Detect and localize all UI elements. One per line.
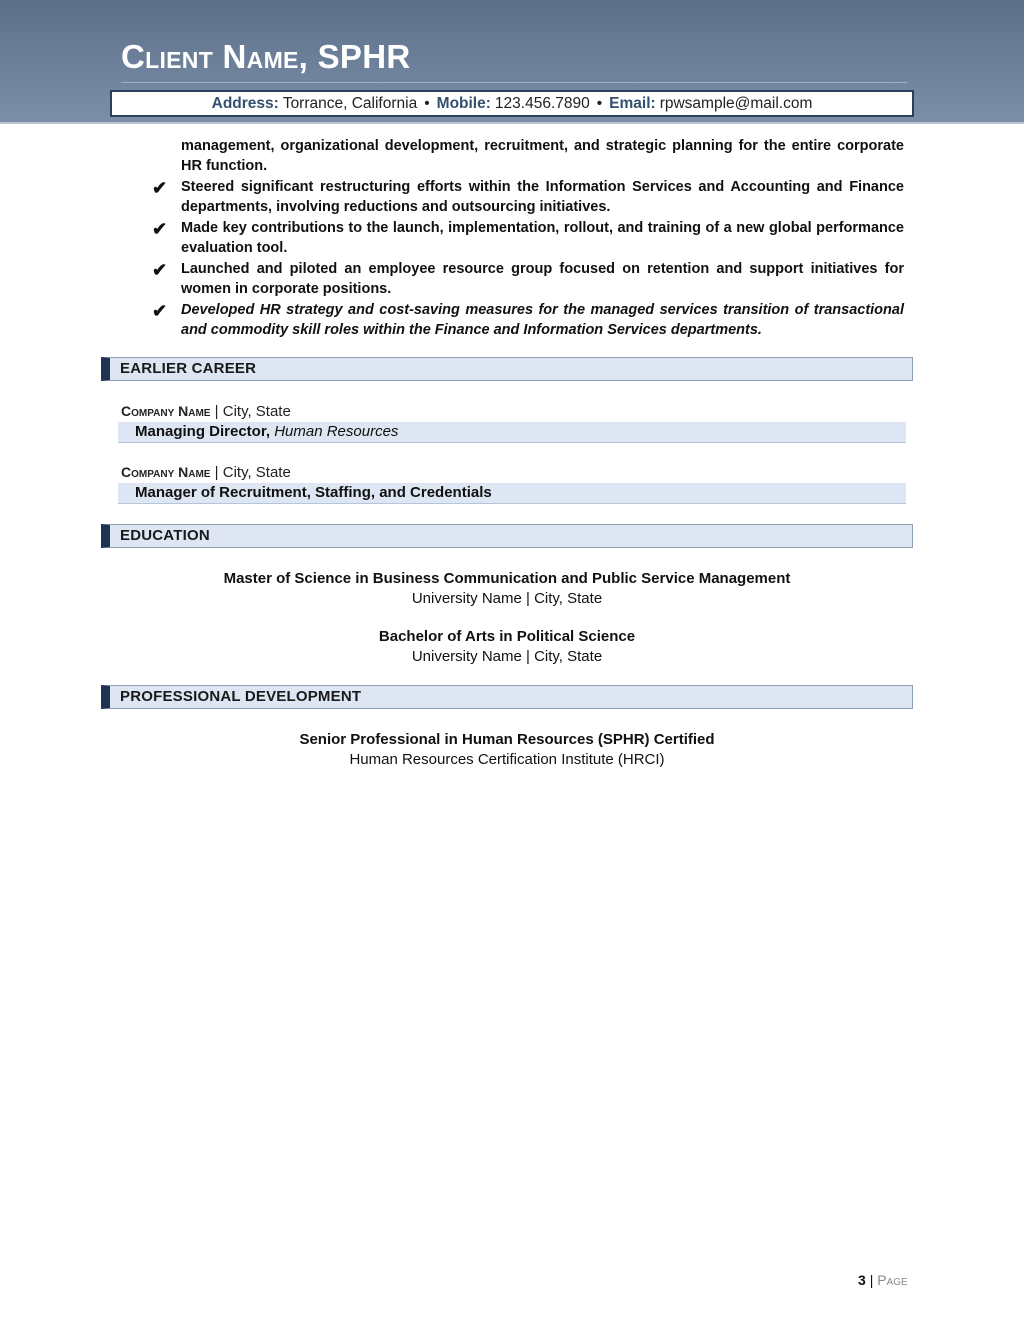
section-heading-earlier-career <box>101 357 913 381</box>
list-item <box>152 218 904 258</box>
mobile-label: Mobile: <box>436 94 491 112</box>
footer-divider: | <box>869 1272 874 1288</box>
list-item <box>152 177 904 217</box>
name-divider <box>121 82 907 83</box>
page-number: 3 <box>858 1272 866 1288</box>
checkmark-icon: ✔ <box>152 178 168 198</box>
checkmark-icon: ✔ <box>152 219 168 239</box>
job-title-text: Managing Director, <box>135 423 271 440</box>
certification-issuer: Human Resources Certification Institute (HRCI) <box>349 751 665 768</box>
section-title: EARLIER CAREER <box>120 360 257 377</box>
degree-school: University Name | City, State <box>411 590 603 607</box>
checkmark-icon: ✔ <box>152 301 168 321</box>
contact-separator: • <box>596 94 603 112</box>
job-title-bar <box>118 483 906 504</box>
certification-entry <box>101 730 913 770</box>
divider: | <box>214 403 219 420</box>
email-label: Email: <box>609 94 656 112</box>
job-title-bar <box>118 422 906 443</box>
job-department: Human Resources <box>274 423 399 440</box>
section-heading-education <box>101 524 913 548</box>
divider: | <box>214 464 219 481</box>
contact-separator: • <box>424 94 430 112</box>
bullet-text: Developed HR strategy and cost-saving measures for the managed services transition of transactional and commodity skill roles within the Finance and Information Services departments. <box>181 302 904 338</box>
page-footer <box>858 1272 908 1288</box>
degree-title: Master of Science in Business Communication and Public Service Management <box>223 570 791 587</box>
degree-school: University Name | City, State <box>411 648 603 665</box>
address-value: Torrance, California <box>282 94 418 112</box>
company-line <box>121 464 291 481</box>
certification-title: Senior Professional in Human Resources (SPHR) Certified <box>299 731 715 748</box>
section-title: EDUCATION <box>120 527 210 544</box>
job-title <box>135 484 492 501</box>
degree-entry <box>101 569 913 609</box>
company-location: City, State <box>222 464 291 481</box>
section-heading-professional-development <box>101 685 913 709</box>
degree-title: Bachelor of Arts in Political Science <box>378 628 636 645</box>
mobile-value: 123.456.7890 <box>494 94 590 112</box>
company-line <box>121 403 291 420</box>
achievement-list <box>152 136 904 341</box>
list-item <box>152 259 904 299</box>
bullet-text: Made key contributions to the launch, implementation, rollout, and training of a new global performance evaluation tool. <box>181 220 904 256</box>
company-name: Company Name <box>121 464 211 480</box>
job-title <box>135 423 398 440</box>
company-name: Company Name <box>121 403 211 419</box>
degree-entry <box>101 627 913 667</box>
company-location: City, State <box>222 403 291 420</box>
section-title: PROFESSIONAL DEVELOPMENT <box>120 688 362 705</box>
contact-bar <box>110 90 914 117</box>
job-title-text: Manager of Recruitment, Staffing, and Credentials <box>135 484 492 501</box>
bullet-text: Launched and piloted an employee resource group focused on retention and support initiatives for women in corporate positions. <box>181 261 904 297</box>
list-item <box>152 136 904 176</box>
address-label: Address: <box>211 94 279 112</box>
page-label: Page <box>877 1272 908 1288</box>
list-item <box>152 300 904 340</box>
client-name: Client Name, SPHR <box>121 38 411 75</box>
email-value[interactable]: rpwsample@mail.com <box>659 94 813 112</box>
checkmark-icon: ✔ <box>152 260 168 280</box>
bullet-text: management, organizational development, recruitment, and strategic planning for the entire corporate HR function. <box>181 138 904 174</box>
resume-header <box>0 0 1024 124</box>
bullet-text: Steered significant restructuring efforts within the Information Services and Accounting and Finance departments, involving reductions and outsourcing initiatives. <box>181 179 904 215</box>
